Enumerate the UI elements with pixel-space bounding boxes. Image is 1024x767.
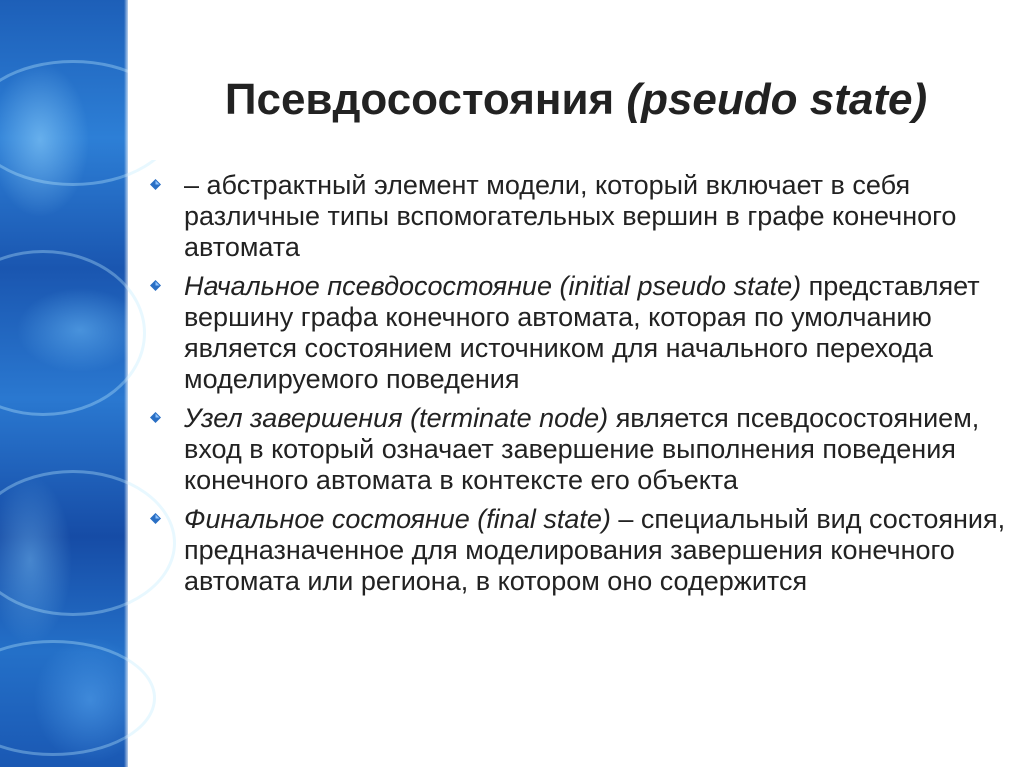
bullet-term: Финальное состояние (final state) <box>184 504 611 534</box>
bullet-term: Начальное псевдосостояние (initial pseudo state) <box>184 271 802 301</box>
title-main: Псевдосостояния <box>224 75 615 124</box>
bullet-text: – абстрактный элемент модели, который включает в себя различные типы вспомогательных вершин в графе конечного автомата <box>184 170 957 262</box>
bullet-list <box>150 170 1010 605</box>
bullet-item <box>150 403 1010 496</box>
title-italic: (pseudo state) <box>626 75 928 124</box>
wave-decoration <box>0 640 156 756</box>
bullet-term: Узел завершения (terminate node) <box>184 403 609 433</box>
bullet-item <box>150 170 1010 263</box>
diamond-bullet-icon <box>150 412 161 423</box>
diamond-bullet-icon <box>150 280 161 291</box>
diamond-bullet-icon <box>150 513 161 524</box>
diamond-bullet-icon <box>150 179 161 190</box>
bullet-item <box>150 504 1010 597</box>
bullet-text: представляет вершину графа конечного автомата, которая по умолчанию является состоянием источником для начального перехода моделируемого поведения <box>184 271 980 394</box>
decorative-side-panel <box>0 0 128 767</box>
bullet-text: – специальный вид состояния, предназначенное для моделирования завершения конечного автомата или региона, в котором оно содержится <box>184 504 1006 596</box>
bullet-text: является псевдосостоянием, вход в который означает завершение выполнения поведения конечного автомата в контексте его объекта <box>184 403 980 495</box>
slide-title <box>128 70 1024 130</box>
bullet-item <box>150 271 1010 395</box>
